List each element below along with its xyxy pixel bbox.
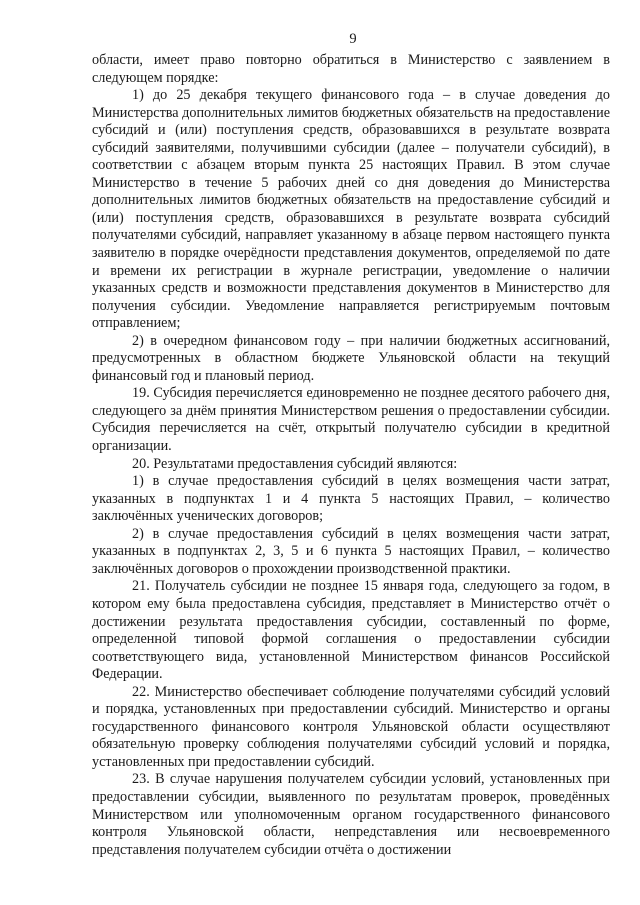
paragraph-clause-20-item-2: 2) в случае предоставления субсидий в целях возмещения части затрат, указанных в подпунктах 2, 3, 5 и 6 пункта 5 настоящих Правил, – количество заключённых договоров о прохождении производственной практики. bbox=[92, 525, 610, 577]
paragraph-clause-20-item-1: 1) в случае предоставления субсидий в целях возмещения части затрат, указанных в подпунктах 1 и 4 пункта 5 настоящих Правил, – количество заключённых ученических договоров; bbox=[92, 473, 610, 525]
paragraph-subitem-1: 1) до 25 декабря текущего финансового года – в случае доведения до Министерства дополнительных лимитов бюджетных обязательств на предоставление субсидий и (или) поступления средств, образовавшихся в результате возврата субсидий заявителями, получившими субсидии (далее – получатели субсидий), в соответствии с абзацем вторым пункта 25 настоящих Правил. В этом случае Министерство в течение 5 рабочих дней со дня доведения до Министерства дополнительных лимитов бюджетных обязательств на предоставление субсидий и (или) поступления средств, образовавшихся в результате возврата субсидий получателями субсидий, направляет указанному в абзаце первом настоящего пункта заявителю в порядке очерёдности представления документов, определяемой по дате и времени их регистрации в журнале регистрации, уведомление о наличии указанных средств и возможности представления документов в Министерство для получения субсидии. Уведомление направляется регистрируемым почтовым отправлением; bbox=[92, 87, 610, 332]
page-number: 9 bbox=[349, 31, 357, 47]
paragraph-clause-23: 23. В случае нарушения получателем субсидии условий, установленных при предоставлении субсидии, выявленного по результатам проверок, проведённых Министерством или уполномоченным органом государственного финансового контроля Ульяновской области, непредставления или несвоевременного представления получателем субсидии отчёта о достижении bbox=[92, 771, 610, 858]
paragraph-clause-21: 21. Получатель субсидии не позднее 15 января года, следующего за годом, в котором ему была предоставлена субсидия, представляет в Министерство отчёт о достижении результата предоставления субсидии, составленный по форме, определенной типовой формой соглашения о предоставлении субсидии соответствующего вида, установленной Министерством финансов Российской Федерации. bbox=[92, 578, 610, 683]
paragraph-clause-19: 19. Субсидия перечисляется единовременно не позднее десятого рабочего дня, следующего за днём принятия Министерством решения о предоставлении субсидии. Субсидия перечисляется на счёт, открытый получателю субсидии в кредитной организации. bbox=[92, 385, 610, 455]
paragraph-clause-20: 20. Результатами предоставления субсидий являются: bbox=[132, 455, 458, 472]
paragraph-continuation: области, имеет право повторно обратиться в Министерство с заявлением в следующем порядке: bbox=[92, 52, 610, 86]
paragraph-subitem-2: 2) в очередном финансовом году – при наличии бюджетных ассигнований, предусмотренных в областном бюджете Ульяновской области на текущий финансовый год и плановый период. bbox=[92, 332, 610, 384]
document-body bbox=[92, 52, 610, 859]
paragraph-clause-22: 22. Министерство обеспечивает соблюдение получателями субсидий условий и порядка, установленных при предоставлении субсидий. Министерство и органы государственного финансового контроля Ульяновской области осуществляют обязательную проверку соблюдения получателями субсидий условий и порядка, установленных при предоставлении субсидий. bbox=[92, 683, 610, 770]
